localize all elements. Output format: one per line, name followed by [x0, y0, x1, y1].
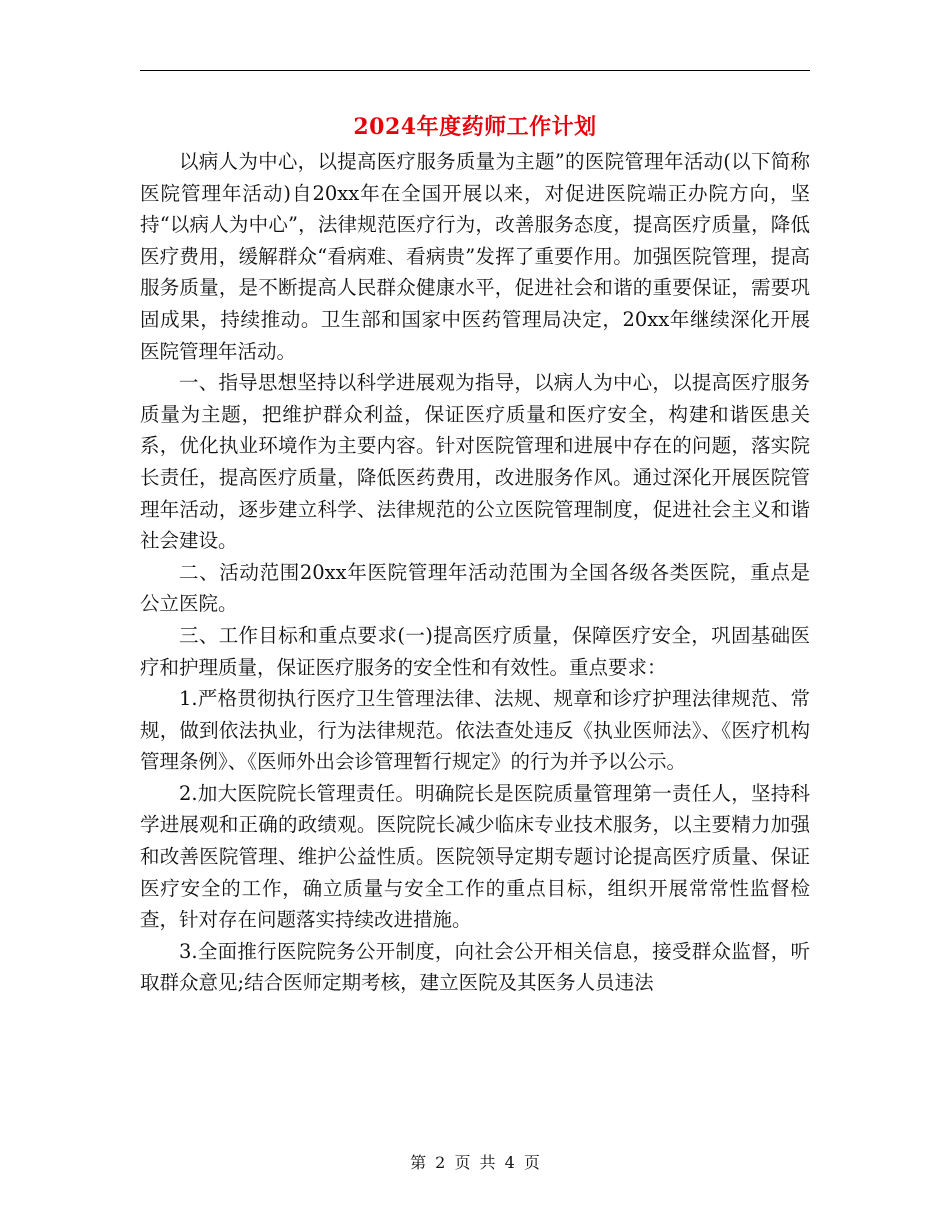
paragraph-intro: 以病人为中心，以提高医疗服务质量为主题”的医院管理年活动(以下简称医院管理年活动)自20xx年在全国开展以来，对促进医院端正办院方向，坚持“以病人为中心”，法律规范医疗行为，改善服务态度，提高医疗质量，降低医疗费用，缓解群众“看病难、看病贵”发挥了重要作用。加强医院管理，提高服务质量，是不断提高人民群众健康水平，促进社会和谐的重要保证，需要巩固成果，持续推动。卫生部和国家中医药管理局决定，20xx年继续深化开展医院管理年活动。	[140, 150, 810, 363]
paragraph-item-3: 3.全面推行医院院务公开制度，向社会公开相关信息，接受群众监督，听取群众意见;结合医师定期考核，建立医院及其医务人员违法	[140, 939, 810, 995]
paragraph-item-2: 2.加大医院院长管理责任。明确院长是医院质量管理第一责任人，坚持科学进展观和正确的政绩观。医院院长减少临床专业技术服务，以主要精力加强和改善医院管理、维护公益性质。医院领导定期专题讨论提高医疗质量、保证医疗安全的工作，确立质量与安全工作的重点目标，组织开展常常性监督检查，针对存在问题落实持续改进措施。	[140, 781, 810, 932]
header-rule	[140, 70, 810, 71]
document-body	[140, 146, 810, 999]
page-number: 第 2 页 共 4 页	[410, 1153, 540, 1172]
paragraph-guiding-ideology: 一、指导思想坚持以科学进展观为指导，以病人为中心，以提高医疗服务质量为主题，把维护群众利益，保证医疗质量和医疗安全，构建和谐医患关系，优化执业环境作为主要内容。针对医院管理和进展中存在的问题，落实院长责任，提高医疗质量，降低医药费用，改进服务作风。通过深化开展医院管理年活动，逐步建立科学、法律规范的公立医院管理制度，促进社会主义和谐社会建设。	[140, 371, 810, 553]
paragraph-item-1: 1.严格贯彻执行医疗卫生管理法律、法规、规章和诊疗护理法律规范、常规，做到依法执业，行为法律规范。依法查处违反《执业医师法》、《医疗机构管理条例》、《医师外出会诊管理暂行规定》的行为并予以公示。	[140, 687, 810, 774]
paragraph-activity-scope: 二、活动范围20xx年医院管理年活动范围为全国各级各类医院，重点是公立医院。	[140, 560, 810, 616]
document-title: 2024年度药师工作计划	[353, 114, 597, 140]
paragraph-work-goals: 三、工作目标和重点要求(一)提高医疗质量，保障医疗安全，巩固基础医疗和护理质量，保证医疗服务的安全性和有效性。重点要求：	[140, 623, 810, 679]
